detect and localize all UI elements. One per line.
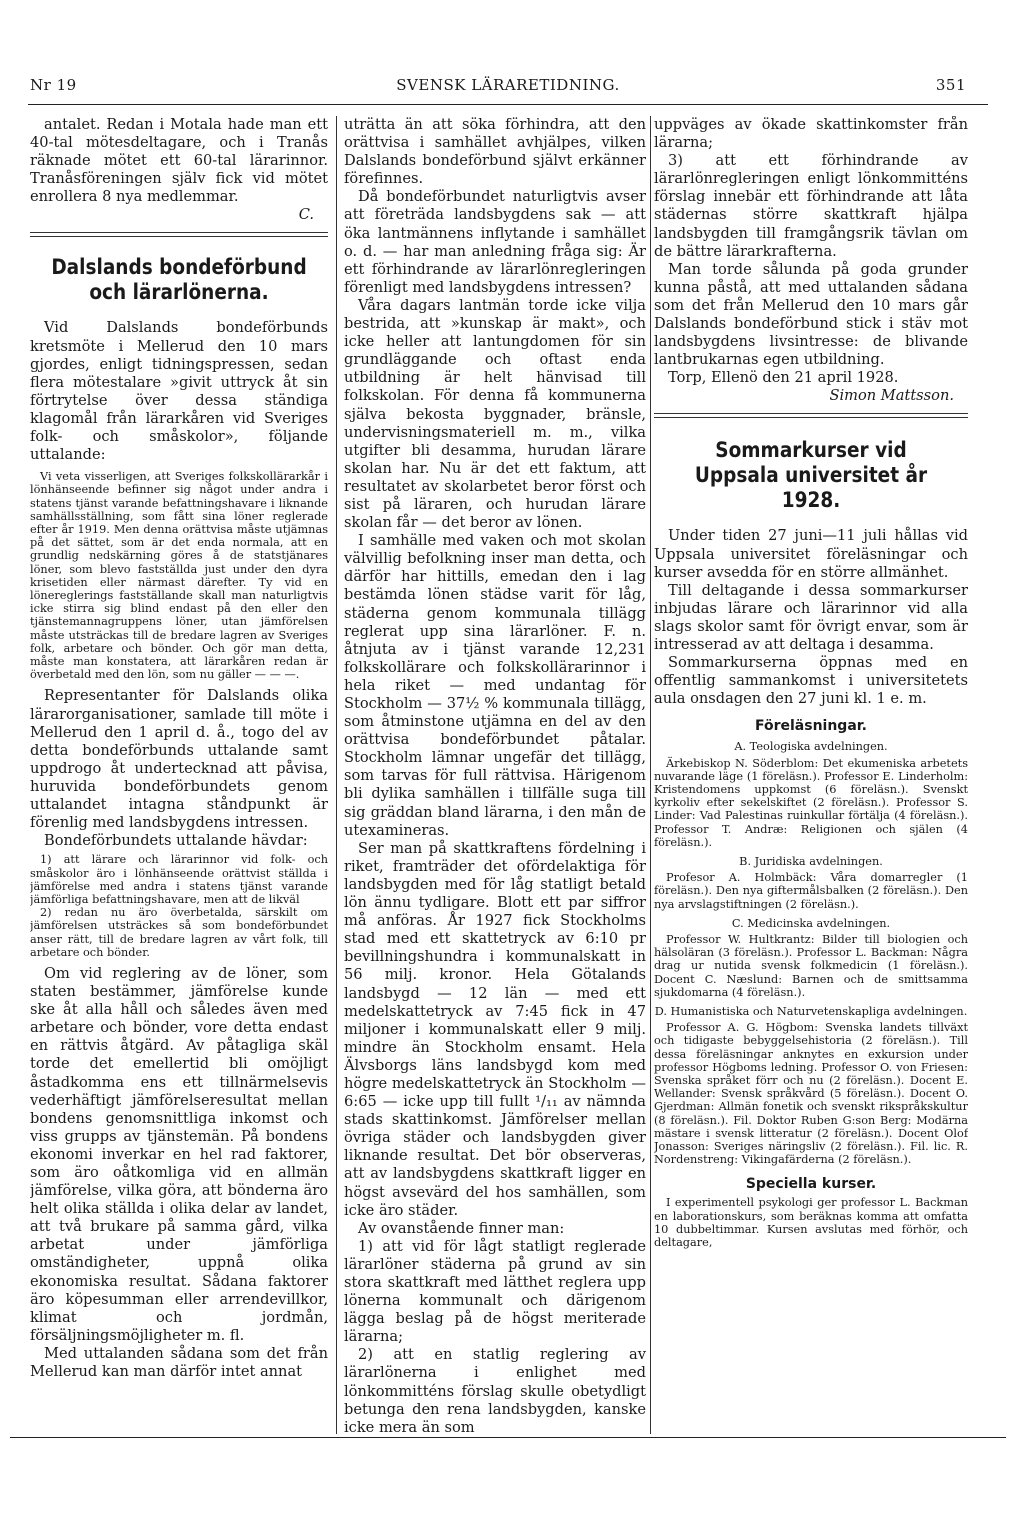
list-item: 3) att ett förhindrande av lärarlönregleringen enligt lönkommitténs förslag innebär ett förhindrande att låta städernas större skattkraft hjälpa landsbygden till framgångsrik tävlan om de bättre lärarkrafterna. <box>654 152 968 260</box>
lectures-heading: Föreläsningar. <box>754 718 868 735</box>
section-title: C. Medicinska avdelningen. <box>731 916 891 930</box>
paragraph: Under tiden 27 juni—11 juli hållas vid Uppsala universitet föreläsningar och kurser avsedda för en större allmänhet. <box>654 527 968 581</box>
author-signature: Simon Mattsson. <box>829 387 954 405</box>
paragraph: I samhälle med vaken och mot skolan välvillig befolkning inser man detta, och därför har hittills, emedan den i lag bestämda lönen städse varit för låg, städerna genom kommunala tillägg reglerat upp sina lärarlöner. F. n. åtnjuta av i tjänst varande 12,231 folkskollärare och folkskollärarinnor i hela riket — med undantag för Stockholm — 37½ % kommunala tillägg, som åtminstone utjämna en del av den orättvisa bondeförbundet påtalar. Stockholm lämnar ungefär det tillägg, som tarvas för full rättvisa. Härigenom bli dylika samhällen i tillfälle suga till sig gräddan bland lärarna, i den mån de utexamineras. <box>344 532 646 839</box>
newspaper-title: SVENSK LÄRARETIDNING. <box>396 76 620 94</box>
lecture-list: Professor A. G. Högbom: Svenska landets tillväxt och tidigaste bebyggelsehistoria (2 föreläsn.). Till dessa föreläsningar anknytes en exkursion under professor Högboms ledning. Professor O. von Friesen: Svenska språket förr och nu (2 föreläsn.). Docent E. Wellander: Svensk språkvård (5 föreläsn.). Docent O. Gjerdman: Allmän fonetik och svenskt rikspråkskultur (8 föreläsn.). Fil. Doktor Ruben G:son Berg: Modärna mästare i svensk litteratur (2 föreläsn.). Docent Olof Jonasson: Sveriges näringsliv (2 föreläsn.). Fil. lic. R. Nordenstreng: Vikingafärderna (2 föreläsn.). <box>654 1021 968 1167</box>
issue-number: Nr 19 <box>30 76 77 94</box>
paragraph: uträtta än att söka förhindra, att den orättvisa i samhället avhjälpes, vilken Dalslands bondeförbund självt erkänner förefinnes. <box>344 116 646 188</box>
list-item: 1) att vid för lågt statligt reglerade lärarlöner städerna på grund av sin stora skattkraft med lätthet reglera upp lönerna kommunalt och därigenom lägga beslag på de högst meriterade lärarna; <box>344 1237 646 1346</box>
paragraph: Bondeförbundets uttalande hävdar: <box>44 832 308 850</box>
lecture-list: Ärkebiskop N. Söderblom: Det ekumeniska arbetets nuvarande läge (1 föreläsn.). Professor E. Linderholm: Kristendomens uppkomst (6 föreläsn.). Svenskt kyrkoliv efter sekelskiftet (2 föreläsn.). Professor S. Linder: Vad Palestinas ruinkullar förtälja (4 föreläsn.). Professor T. Andræ: Religionen och själen (4 föreläsn.). <box>654 756 968 849</box>
paragraph: uppväges av ökade skattinkomster från lärarna; <box>654 116 968 152</box>
lecture-list: Profesor A. Holmbäck: Våra domarregler (1 föreläsn.). Den nya giftermålsbalken (2 föreläsn.). Den nya arvslagstiftningen (2 föreläsn.). <box>654 871 968 911</box>
article-divider <box>30 232 328 237</box>
section-title: D. Humanistiska och Naturvetenskapliga avdelningen. <box>654 1005 968 1018</box>
column-3 <box>654 116 968 1249</box>
section-title: B. Juridiska avdelningen. <box>739 854 883 868</box>
paragraph: Vid Dalslands bondeförbunds kretsmöte i Mellerud den 10 mars gjordes, enligt tidningspressen, sedan flera mötestalare »givit uttryck åt sin förtrytelse över dessa ständiga klagomål från lärarkåren vid Sveriges folk- och småskolor», följande uttalande: <box>30 319 328 464</box>
claim-item: 2) redan nu äro överbetalda, särskilt om jämförelsen utsträckes så som bondeförbundet anser rätt, till de bredare lagren av vårt folk, till arbetare och bönder. <box>30 906 328 959</box>
list-item: 2) att en statlig reglering av lärarlönerna i enlighet med lönkommitténs förslag skulle obetydligt betunga den rena landsbygden, kanske icke mera än som <box>344 1346 646 1436</box>
article-divider <box>654 413 968 418</box>
paragraph: Om vid reglering av de löner, som staten bestämmer, jämförelse kunde ske åt alla håll och således även med arbetare och bönder, vore detta endast en rättvis åtgärd. Av påtagliga skäl torde det emellertid bli omöjligt åstadkomma ens ett tillnärmelsevis vederhäftigt jämförelseresultat mellan bondens genomsnittliga inkomst och viss grupps av tjänstemän. På bondens ekonomi inverkar en hel rad faktorer, som äro oåtkomliga vid en allmän jämförelse, vilka göra, att bönderna äro helt olika ställda i olika delar av landet, att två brukare på samma gård, vilka arbetat under jämförliga omständigheter, uppnå olika ekonomiska resultat. Sådana faktorer äro köpesumman eller arrendevillkor, klimat och jordmån, försäljningsmöjligheter m. fl. <box>30 964 328 1344</box>
paragraph: Till deltagande i dessa sommarkurser inbjudas lärare och lärarinnor vid alla slags skolor samt för övrigt envar, som är intresserad av att deltaga i desamma. <box>654 581 968 653</box>
headline-sommarkurser: Sommarkurser vid Uppsala universitet år 1928. <box>694 438 928 514</box>
claim-item: 1) att lärare och lärarinnor vid folk- och småskolor äro i lönhänseende orättvist ställda i jämförelse med andra i statens tjänst varande jämförliga befattningshavare, men att de likväl <box>30 853 328 906</box>
paragraph: Våra dagars lantmän torde icke vilja bestrida, att »kunskap är makt», och icke heller att lantungdomen för sin grundläggande och oftast enda utbildning är helt hänvisad till folkskolan. För denna få kommunerna själva bekosta byggnader, bränsle, undervisningsmateriell m. m., vilka utgifter bli desamma, hurudan lärare skolan har. Nu är det ett faktum, att resultatet av skolarbetet beror först och sist på läraren, och hurudan lärare skolan får — det beror av lönen. <box>344 296 646 532</box>
paragraph: Då bondeförbundet naturligtvis avser att företräda landsbygdens sak — att öka lantmännens inflytande i samhället o. d. — har man anledning fråga sig: Är ett förhindrande av lärarlönregleringen förenligt med landsbygdens intressen? <box>344 188 646 296</box>
headline-dalslands: Dalslands bondeförbund och lärarlönerna. <box>51 255 307 306</box>
article-tail-text: antalet. Redan i Motala hade man ett 40-tal mötesdeltagare, och i Tranås räknade mötet ett 60-tal lärarinnor. Tranåsföreningen själv fick vid mötet enrollera 8 nya medlemmar. <box>30 116 328 206</box>
dateline: Torp, Ellenö den 21 april 1928. <box>668 369 899 387</box>
column-divider-2 <box>650 116 651 1434</box>
paragraph: Med uttalanden sådana som det från Mellerud kan man därför intet annat <box>30 1344 328 1380</box>
header-rule <box>28 104 988 105</box>
article-tail-signature: C. <box>298 206 314 224</box>
column-2 <box>344 116 646 1437</box>
special-courses-text: I experimentell psykologi ger professor L. Backman en laborationskurs, som beräknas komma att omfatta 10 dubbeltimmar. Kursen avslutas med förhör, och deltagare, <box>654 1196 968 1250</box>
paragraph: Sommarkurserna öppnas med en offentlig sammankomst i universitetets aula onsdagen den 27 juni kl. 1 e. m. <box>654 654 968 708</box>
paragraph: Av ovanstående finner man: <box>358 1219 565 1237</box>
paragraph: Man torde sålunda på goda grunder kunna påstå, att med uttalanden sådana som det från Mellerud den 10 mars går Dalslands bondeförbund stick i stäv mot landsbygdens livsintresse: de blivande lantbrukarnas egen utbildning. <box>654 260 968 369</box>
lecture-list: Professor W. Hultkrantz: Bilder till biologien och hälsoläran (3 föreläsn.). Professor L. Backman: Några drag ur nutida svensk folkmedicin (1 föreläsn.). Docent C. Næslund: Barnen och de smittsamma sjukdomarna (4 föreläsn.). <box>654 932 968 999</box>
footer-rule <box>10 1437 1006 1438</box>
paragraph: Ser man på skattkraftens fördelning i riket, framträder det ofördelaktiga för landsbygden med för låg statligt betald lön ännu tydligare. Blott ett par siffror må anföras. År 1927 fick Stockholms stad med ett skattetryck av 6:10 pr bevillningshundra i kommunalskatt in 56 milj. kronor. Hela Götalands landsbygd — 12 län — med ett medelskattetryck av 7:45 fick in 47 miljoner i kommunalskatt eller 9 milj. mindre än Stockholm ensamt. Hela Älvsborgs läns landsbygd kom med högre medelskattetryck än Stockholm — 6:65 — icke upp till fullt ¹/₁₁ av nämnda stads skattinkomst. Jämförelser mellan övriga städer och landsbygden giver liknande resultat. Det bör observeras, att av landsbygdens skattkraft ligger en högst avsevärd del hos samhällen, som icke äro städer. <box>344 839 646 1219</box>
page-number: 351 <box>935 76 966 94</box>
paragraph: Representanter för Dalslands olika lärarorganisationer, samlade till möte i Mellerud den 1 april d. å., togo del av detta bondeförbunds uttalande samt uppdrogo åt undertecknad att påvisa, huruvida bondeförbundets genom uttalandet intagna ståndpunkt är förenlig med landsbygdens intressen. <box>30 687 328 832</box>
column-1 <box>30 116 328 1381</box>
quoted-statement: Vi veta visserligen, att Sveriges folkskollärarkår i lönhänseende befinner sig något under andra i statens tjänst varande befattningshavare i liknande samhällsställning, som fått sina löner reglerade efter år 1919. Men denna orättvisa måste utjämnas på det sättet, som är det enda normala, att en grundlig nedskärning göres å de statstjänares löner, som blevo fastställda just under den dyra krisetiden eller närmast därefter. Ty vid en lönereglerings fastställande skall man naturligtvis icke stirra sig blind endast på den eller den tjänstemannagruppens löner, utan jämförelsen måste utsträckas till de bredare lagren av Sveriges folk, arbetare och bönder. Och gör man detta, måste man konstatera, att lärarkåren redan är överbetald med den lön, som nu gäller — — —. <box>30 470 328 682</box>
column-divider-1 <box>336 116 337 1434</box>
section-title: A. Teologiska avdelningen. <box>734 740 888 754</box>
special-courses-heading: Speciella kurser. <box>745 1176 877 1193</box>
